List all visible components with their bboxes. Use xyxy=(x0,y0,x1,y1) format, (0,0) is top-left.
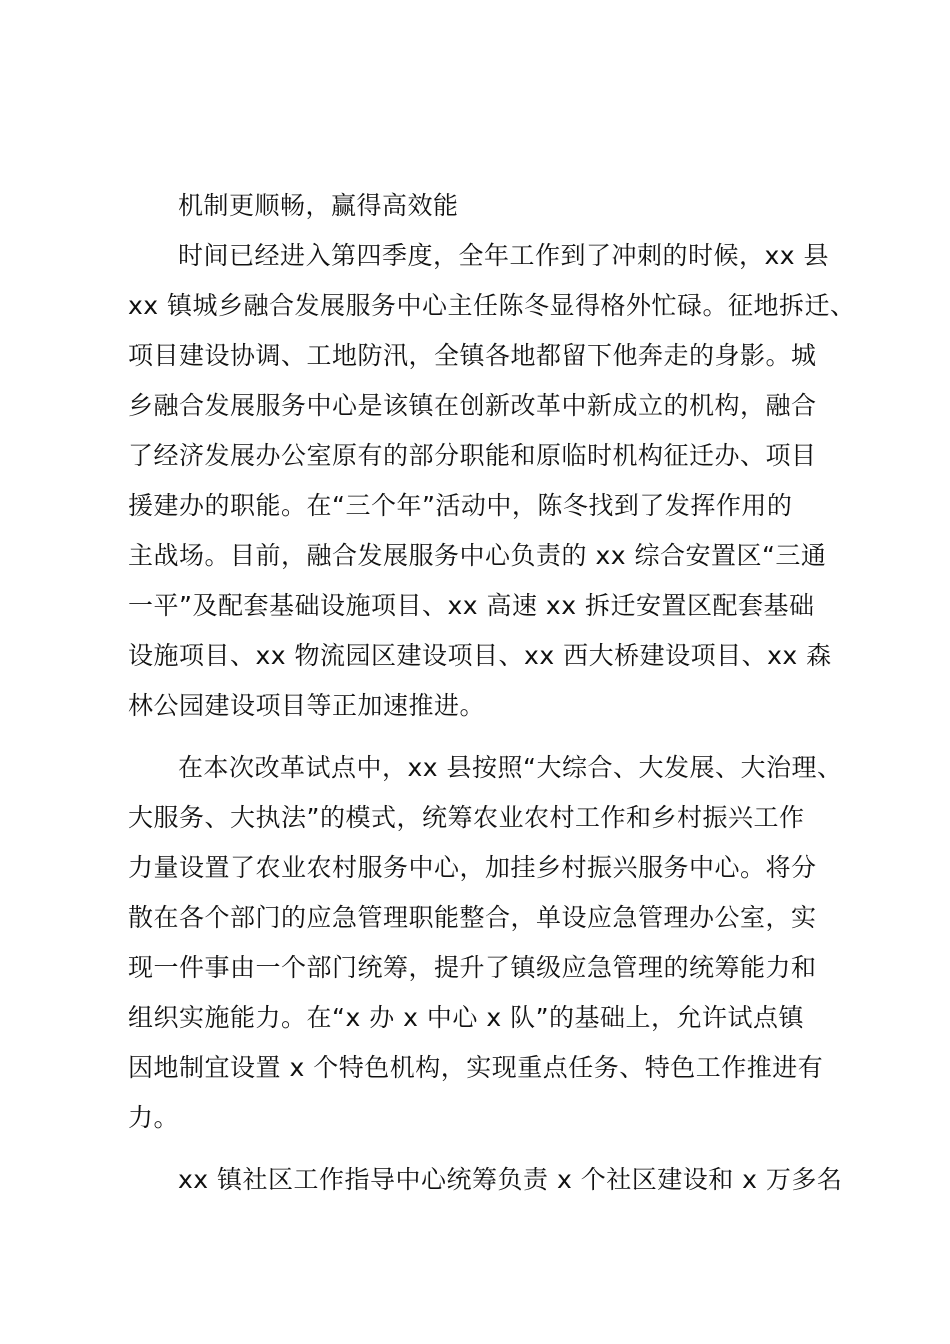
paragraph-1 xyxy=(128,231,856,731)
paragraph-gap xyxy=(128,1143,840,1155)
paragraph-line: 散在各个部门的应急管理职能整合，单设应急管理办公室，实 xyxy=(128,903,817,932)
paragraph-line: 林公园建设项目等正加速推进。 xyxy=(128,691,486,720)
paragraph-line: 一平”及配套基础设施项目、xx 高速 xx 拆迁安置区配套基础 xyxy=(128,591,815,620)
paragraph-line: 主战场。目前，融合发展服务中心负责的 xx 综合安置区“三通 xyxy=(128,541,827,570)
paragraph-2 xyxy=(128,743,843,1143)
paragraph-line: 力量设置了农业农村服务中心，加挂乡村振兴服务中心。将分 xyxy=(128,853,817,882)
paragraph-line: xx 镇社区工作指导中心统筹负责 x 个社区建设和 x 万多名 xyxy=(178,1165,843,1194)
paragraph-line: 援建办的职能。在“三个年”活动中，陈冬找到了发挥作用的 xyxy=(128,491,793,520)
paragraph-3 xyxy=(128,1155,843,1205)
paragraph-line: 在本次改革试点中，xx 县按照“大综合、大发展、大治理、 xyxy=(178,753,843,782)
paragraph-line: 了经济发展办公室原有的部分职能和原临时机构征迁办、项目 xyxy=(128,441,817,470)
paragraph-line: 设施项目、xx 物流园区建设项目、xx 西大桥建设项目、xx 森 xyxy=(128,641,832,670)
paragraph-line: xx 镇城乡融合发展服务中心主任陈冬显得格外忙碌。征地拆迁、 xyxy=(128,291,856,320)
paragraph-line: 因地制宜设置 x 个特色机构，实现重点任务、特色工作推进有 xyxy=(128,1053,824,1082)
paragraph-line: 大服务、大执法”的模式，统筹农业农村工作和乡村振兴工作 xyxy=(128,803,805,832)
paragraph-gap xyxy=(128,731,840,743)
paragraph-line: 组织实施能力。在“x 办 x 中心 x 队”的基础上，允许试点镇 xyxy=(128,1003,805,1032)
paragraph-line: 现一件事由一个部门统筹，提升了镇级应急管理的统筹能力和 xyxy=(128,953,817,982)
section-heading: 机制更顺畅，赢得高效能 xyxy=(178,191,459,220)
document-body xyxy=(128,181,856,1205)
paragraph-line: 项目建设协调、工地防汛，全镇各地都留下他奔走的身影。城 xyxy=(128,341,817,370)
paragraph-line: 乡融合发展服务中心是该镇在创新改革中新成立的机构，融合 xyxy=(128,391,817,420)
paragraph-line: 力。 xyxy=(128,1103,180,1132)
paragraph-line: 时间已经进入第四季度，全年工作到了冲刺的时候，xx 县 xyxy=(178,241,830,270)
